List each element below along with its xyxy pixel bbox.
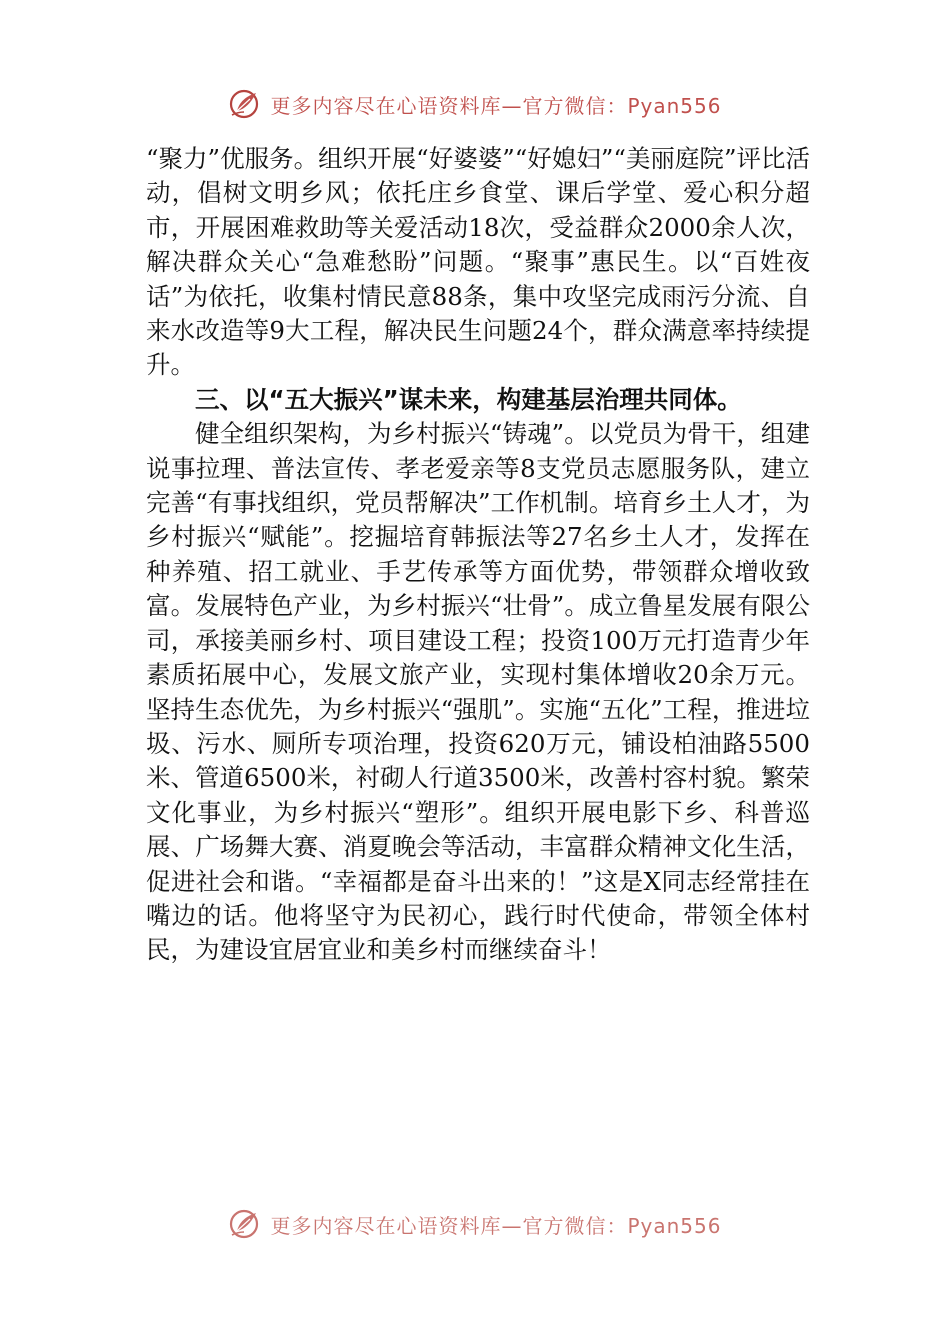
body-paragraph-1: “聚力”优服务。组织开展“好婆婆”“好媳妇”“美丽庭院”评比活动，倡树文明乡风；依托庄乡食堂、课后学堂、爱心积分超市，开展困难救助等关爱活动18次，受益群众2000余人次，解决群众关心“急难愁盼”问题。“聚事”惠民生。以“百姓夜话”为依托，收集村情民意88条，集中攻坚完成雨污分流、自来水改造等9大工程，解决民生问题24个，群众满意率持续提升。 <box>146 144 810 380</box>
footer-banner <box>0 1204 950 1244</box>
document-body <box>146 142 810 968</box>
section-heading-3: 三、以“五大振兴”谋未来，构建基层治理共同体。 <box>195 384 742 414</box>
body-paragraph-2: 健全组织架构，为乡村振兴“铸魂”。以党员为骨干，组建说事拉理、普法宣传、孝老爱亲等8支党员志愿服务队，建立完善“有事找组织，党员帮解决”工作机制。培育乡土人才，为乡村振兴“赋能”。挖掘培育韩振法等27名乡土人才，发挥在种养殖、招工就业、手艺传承等方面优势，带领群众增收致富。发展特色产业，为乡村振兴“壮骨”。成立鲁星发展有限公司，承接美丽乡村、项目建设工程；投资100万元打造青少年素质拓展中心，发展文旅产业，实现村集体增收20余万元。坚持生态优先，为乡村振兴“强肌”。实施“五化”工程，推进垃圾、污水、厕所专项治理，投资620万元，铺设柏油路5500米、管道6500米，衬砌人行道3500米，改善村容村貌。繁荣文化事业，为乡村振兴“塑形”。组织开展电影下乡、科普巡展、广场舞大赛、消夏晚会等活动，丰富群众精神文化生活，促进社会和谐。“幸福都是奋斗出来的！”这是X同志经常挂在嘴边的话。他将坚守为民初心，践行时代使命，带领全体村民，为建设宜居宜业和美乡村而继续奋斗！ <box>146 419 810 965</box>
header-banner <box>0 84 950 124</box>
red-leaf-logo-icon <box>228 87 262 121</box>
red-leaf-logo-icon <box>228 1207 262 1241</box>
footer-banner-text: 更多内容尽在心语资料库—官方微信：Pyan556 <box>270 1213 722 1238</box>
header-banner-text: 更多内容尽在心语资料库—官方微信：Pyan556 <box>270 93 722 118</box>
